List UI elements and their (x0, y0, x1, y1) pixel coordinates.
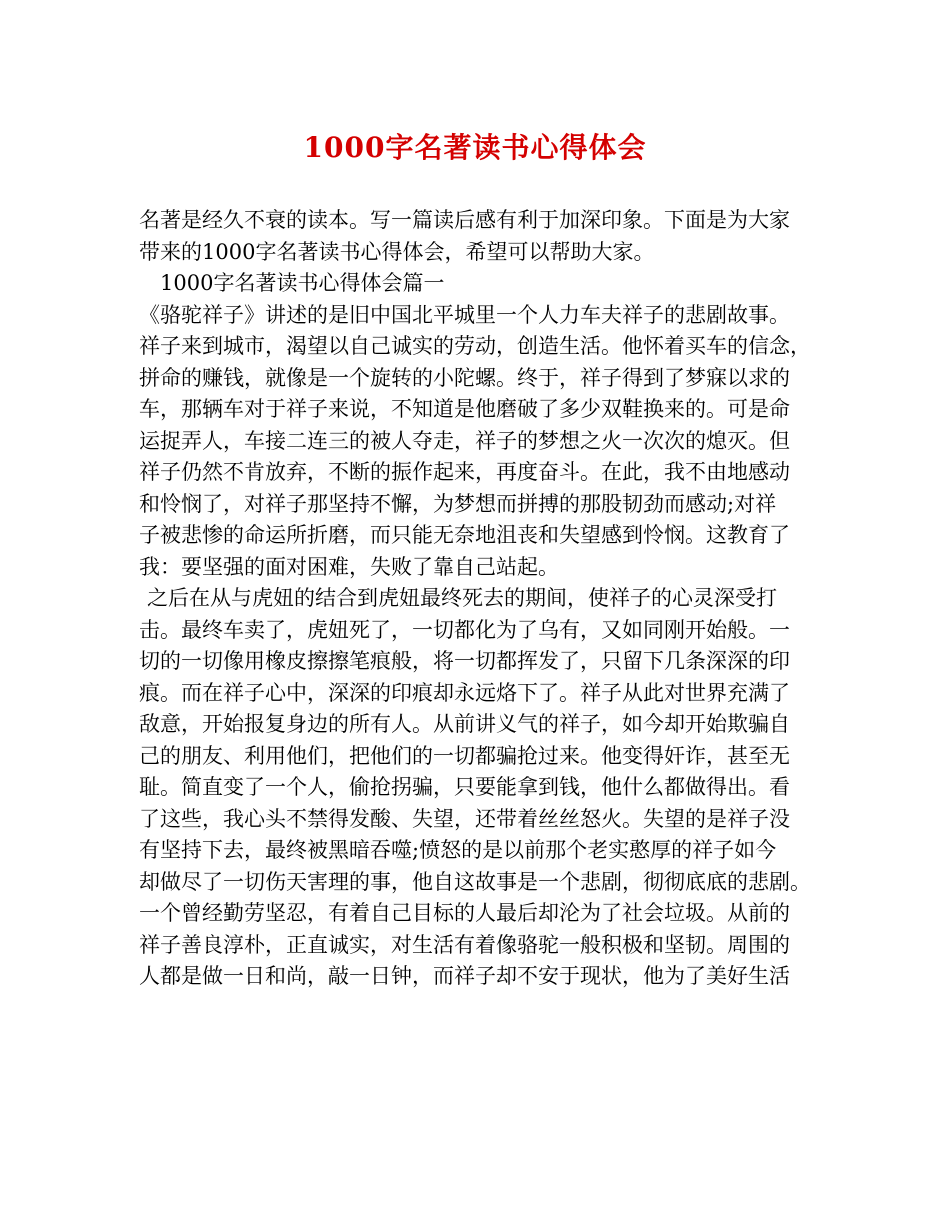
body-line: 拼命的赚钱，就像是一个旋转的小陀螺。终于，祥子得到了梦寐以求的 (139, 365, 790, 390)
body-line: 名著是经久不衰的读本。写一篇读后感有利于加深印象。下面是为大家 (139, 208, 790, 232)
body-line: 人都是做一日和尚，敲一日钟，而祥子却不安于现状，他为了美好生活 (139, 964, 790, 988)
body-line: 我：要坚强的面对困难，失败了靠自己站起。 (139, 554, 559, 579)
body-line: 子被悲惨的命运所折磨，而只能无奈地沮丧和失望感到怜悯。这教育了 (139, 523, 790, 547)
body-line: 一个曾经勤劳坚忍，有着自己目标的人最后却沦为了社会垃圾。从前的 (139, 901, 790, 925)
body-line: 了这些，我心头不禁得发酸、失望，还带着丝丝怒火。失望的是祥子没 (139, 806, 790, 831)
body-line: 己的朋友、利用他们，把他们的一切都骗抢过来。他变得奸诈，甚至无 (139, 743, 790, 768)
body-line: 带来的1000字名著读书心得体会，希望可以帮助大家。 (139, 239, 655, 264)
body-line: 敌意，开始报复身边的所有人。从前讲义气的祥子，如今却开始欺骗自 (139, 712, 790, 736)
body-line: 耻。简直变了一个人，偷抢拐骗，只要能拿到钱，他什么都做得出。看 (139, 775, 790, 799)
body-line: 有坚持下去，最终被黑暗吞噬;愤怒的是以前那个老实憨厚的祥子如今 (139, 838, 777, 862)
body-line: 祥子仍然不肯放弃，不断的振作起来，再度奋斗。在此，我不由地感动 (139, 460, 790, 484)
document-title: 1000字名著读书心得体会 (303, 131, 647, 164)
body-line: 切的一切像用橡皮擦擦笔痕般，将一切都挥发了，只留下几条深深的印 (139, 649, 790, 673)
body-line: 之后在从与虎妞的结合到虎妞最终死去的期间，使祥子的心灵深受打 (147, 586, 777, 610)
body-line: 车，那辆车对于祥子来说，不知道是他磨破了多少双鞋换来的。可是命 (139, 397, 790, 421)
document-body (139, 205, 819, 993)
body-line: 祥子来到城市，渴望以自己诚实的劳动，创造生活。他怀着买车的信念， (139, 334, 811, 358)
body-line: 祥子善良淳朴，正直诚实，对生活有着像骆驼一般积极和坚韧。周围的 (139, 932, 790, 957)
body-line: 运捉弄人，车接二连三的被人夺走，祥子的梦想之火一次次的熄灭。但 (139, 428, 790, 453)
body-line: 痕。而在祥子心中，深深的印痕却永远烙下了。祥子从此对世界充满了 (139, 680, 790, 705)
body-line: 却做尽了一切伤天害理的事，他自这故事是一个悲剧，彻彻底底的悲剧。 (139, 869, 811, 894)
section-heading: 1000字名著读书心得体会篇一 (160, 271, 445, 295)
body-line: 击。最终车卖了，虎妞死了，一切都化为了乌有，又如同刚开始般。一 (139, 617, 790, 642)
body-line: 和怜悯了，对祥子那坚持不懈，为梦想而拼搏的那股韧劲而感动;对祥 (139, 491, 777, 516)
body-line: 《骆驼祥子》讲述的是旧中国北平城里一个人力车夫祥子的悲剧故事。 (139, 302, 790, 327)
